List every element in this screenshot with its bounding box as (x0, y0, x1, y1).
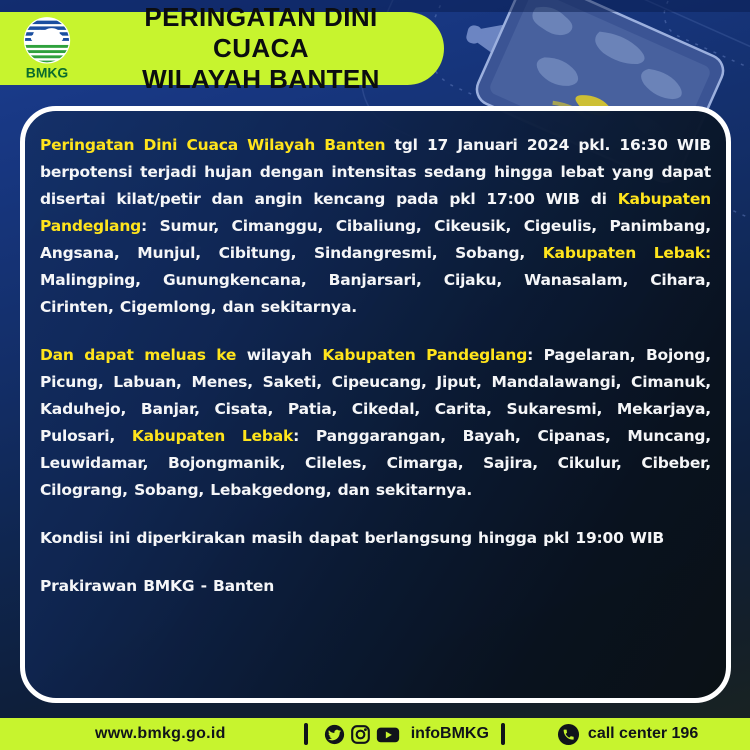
bmkg-logo (0, 16, 94, 82)
forecaster-signature: Prakirawan BMKG - Banten (40, 577, 275, 595)
region-lebak-highlight: Kabupaten Lebak: (542, 244, 711, 262)
instagram-icon[interactable] (350, 724, 371, 745)
footer-bar (0, 718, 750, 750)
footer-divider (304, 723, 308, 745)
social-handle[interactable]: infoBMKG (410, 725, 489, 742)
call-center[interactable] (557, 723, 698, 746)
region-pandeglang-highlight: Kabupaten Pandeglang (40, 190, 711, 235)
call-center-label: call center 196 (587, 725, 699, 742)
warning-title-highlight: Peringatan Dini Cuaca Wilayah Banten (40, 136, 386, 154)
duration-statement: Kondisi ini diperkirakan masih dapat berlangsung hingga pkl 19:00 WIB (40, 529, 664, 547)
title-line-1: PERINGATAN DINI CUACA (144, 2, 378, 63)
header-banner (0, 2, 444, 94)
phone-icon (557, 723, 580, 746)
footer-divider (501, 723, 505, 745)
warning-card (20, 106, 731, 703)
page-title (94, 2, 444, 95)
youtube-icon[interactable] (376, 724, 400, 745)
region-pandeglang-highlight-2: Kabupaten Pandeglang (322, 346, 528, 364)
twitter-icon[interactable] (324, 724, 345, 745)
website-url[interactable]: www.bmkg.go.id (95, 725, 226, 742)
warning-paragraph-2: Dan dapat meluas ke wilayah Kabupaten Pandeglang: Pagelaran, Bojong, Picung, Labuan, Menes, Saketi, Cipeucang, Jiput, Mandalawangi, Cimanuk, Kaduhejo, Banjar, Cisata, Patia, Cikedal, Carita, Sukaresmi, Mekarjaya, Pulosari, Kabupaten Lebak: Panggarangan, Bayah, Cipanas, Muncang, Leuwidamar, Bojongmanik, Cileles, Cimarga, Sajira, Cikulur, Cibeber, Cilograng, Sobang, Lebakgedong, dan sekitarnya. (40, 346, 711, 499)
social-links (324, 724, 489, 745)
svg-text:BMKG: BMKG (25, 63, 69, 80)
title-line-2: WILAYAH BANTEN (142, 64, 380, 94)
expansion-highlight: Dan dapat meluas ke (40, 346, 237, 364)
warning-paragraph-1: Peringatan Dini Cuaca Wilayah Banten tgl 17 Januari 2024 pkl. 16:30 WIB berpotensi terjadi hujan dengan intensitas sedang hingga lebat yang dapat disertai kilat/petir dan angin kencang pada pkl 17:00 WIB di Kabupaten Pandeglang: Sumur, Cimanggu, Cibaliung, Cikeusik, Cigeulis, Panimbang, Angsana, Munjul, Cibitung, Sindangresmi, Sobang, Kabupaten Lebak: Malingping, Gunungkencana, Banjarsari, Cijaku, Wanasalam, Cihara, Cirinten, Cigemlong, dan sekitarnya. (40, 136, 711, 316)
region-lebak-highlight-2: Kabupaten Lebak (131, 427, 294, 445)
